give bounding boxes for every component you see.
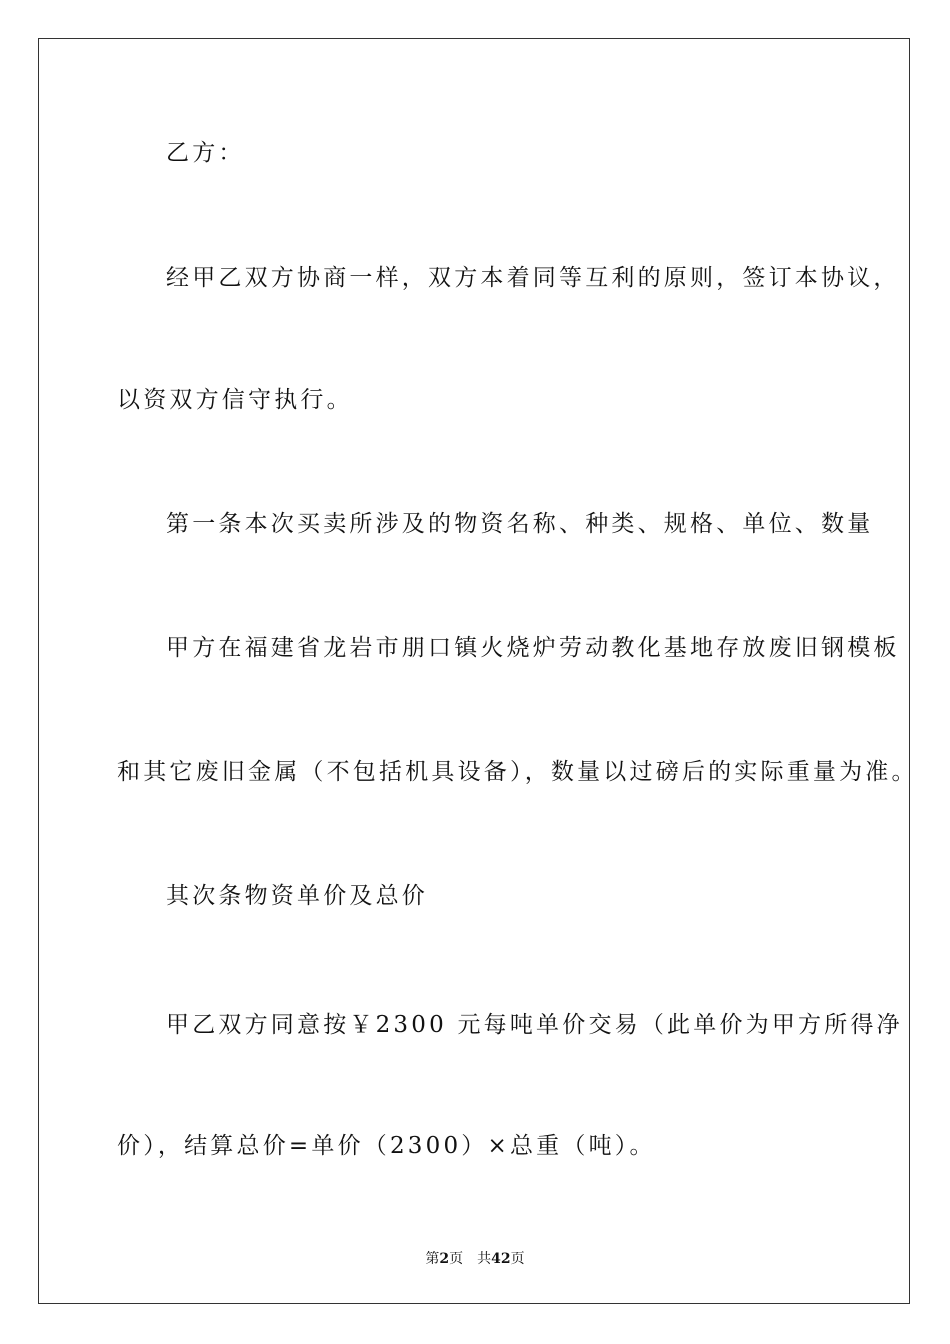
paragraph-intro-line-2: 以资双方信守执行。 [117, 387, 353, 413]
paragraph-party-b: 乙方： [166, 140, 245, 166]
footer-total-suffix: 页 [510, 1251, 525, 1267]
article-1-body-line-2: 和其它废旧金属（不包括机具设备），数量以过磅后的实际重量为准。 [117, 759, 918, 785]
page-border [38, 38, 910, 1304]
article-2-heading: 其次条物资单价及总价 [166, 883, 428, 909]
article-1-heading: 第一条本次买卖所涉及的物资名称、种类、规格、单位、数量 [166, 511, 874, 537]
article-1-body-line-1: 甲方在福建省龙岩市朋口镇火烧炉劳动教化基地存放废旧钢模板 [166, 635, 900, 661]
footer-total-prefix: 共 [477, 1251, 492, 1267]
article-2-body-line-1: 甲乙双方同意按￥2300 元每吨单价交易（此单价为甲方所得净 [166, 1012, 903, 1038]
footer-page-prefix: 第 [425, 1251, 440, 1267]
footer-page-suffix: 页 [449, 1251, 464, 1267]
footer-total-pages: 42 [491, 1251, 511, 1267]
page-footer [0, 1248, 950, 1268]
article-2-body-line-2: 价），结算总价=单价（2300）×总重（吨）。 [117, 1133, 656, 1159]
footer-current-page: 2 [439, 1251, 450, 1267]
paragraph-intro-line-1: 经甲乙双方协商一样，双方本着同等互利的原则，签订本协议， [166, 265, 900, 291]
